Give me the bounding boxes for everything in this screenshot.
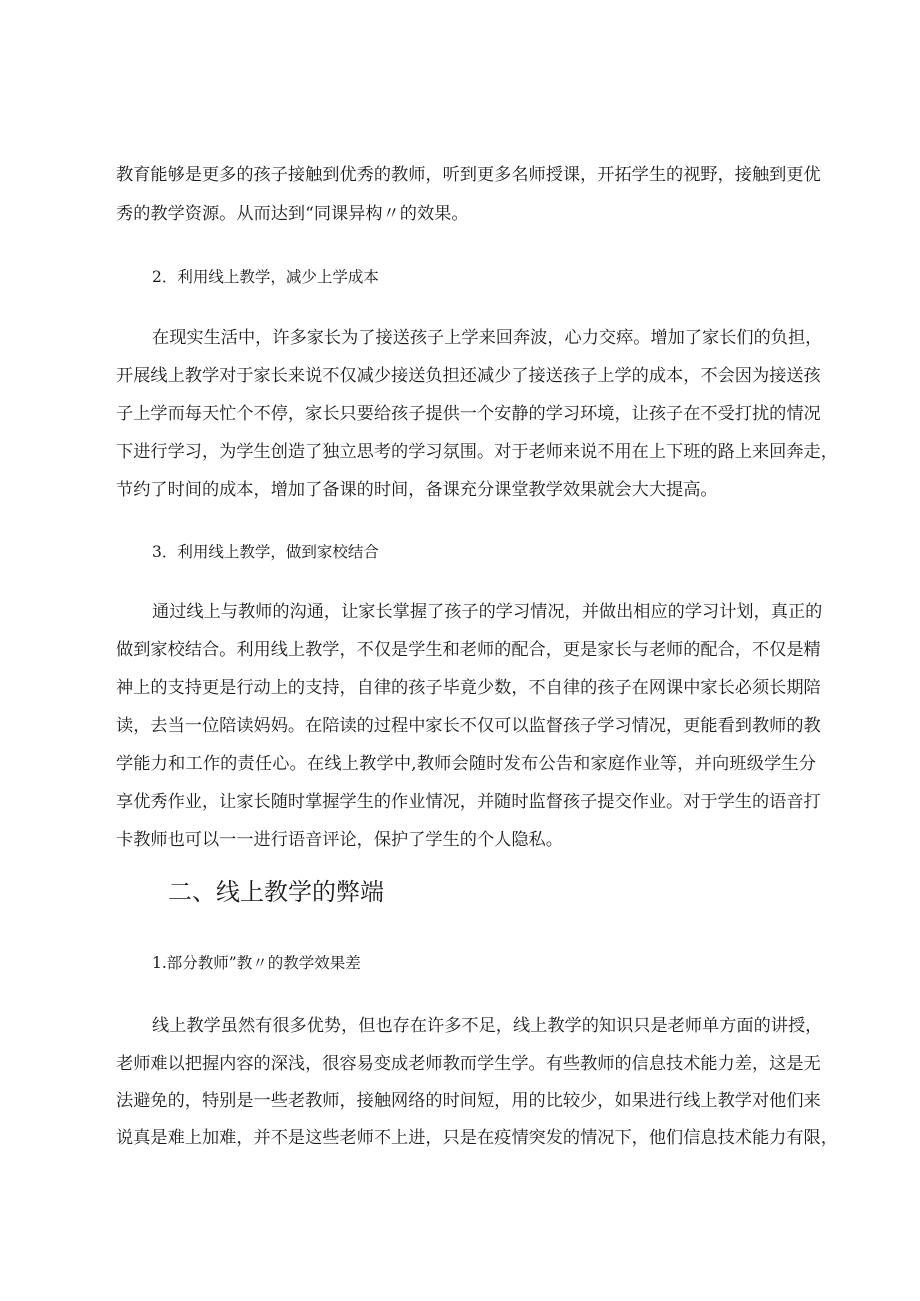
paragraph-line: 老师难以把握内容的深浅，很容易变成老师教而学生学。有些教师的信息技术能力差，这是无 xyxy=(116,1054,821,1074)
subheading: 1.部分教师”教〃的教学效果差 xyxy=(152,954,361,972)
paragraph-line: 法避免的，特别是一些老教师，接触网络的时间短，用的比较少，如果进行线上教学对他们来 xyxy=(116,1091,821,1111)
paragraph-line: 子上学而每天忙个不停，家长只要给孩子提供一个安静的学习环境，让孩子在不受打扰的情况 xyxy=(116,404,821,424)
paragraph-line: 节约了时间的成本，增加了备课的时间，备课充分课堂教学效果就会大大提高。 xyxy=(116,480,718,500)
paragraph-line: 卡教师也可以一一进行语音评论，保护了学生的个人隐私。 xyxy=(116,830,563,850)
subheading: 3．利用线上教学，做到家校结合 xyxy=(152,543,379,561)
paragraph-line: 开展线上教学对于家长来说不仅减少接送负担还减少了接送孩子上学的成本，不会因为接送孩 xyxy=(116,366,821,386)
paragraph-line: 做到家校结合。利用线上教学，不仅是学生和老师的配合，更是家长与老师的配合，不仅是精 xyxy=(116,640,821,660)
paragraph-line: 教育能够是更多的孩子接触到优秀的教师，听到更多名师授课，开拓学生的视野，接触到更优 xyxy=(116,165,821,185)
paragraph-line: 下进行学习，为学生创造了独立思考的学习氛围。对于老师来说不用在上下班的路上来回奔走， xyxy=(116,442,838,462)
subheading: 2．利用线上教学，减少上学成本 xyxy=(152,268,379,286)
section-title: 二、线上教学的弊端 xyxy=(168,878,384,906)
paragraph-line: 通过线上与教师的沟通，让家长掌握了孩子的学习情况，并做出相应的学习计划，真正的 xyxy=(152,602,823,622)
paragraph-line: 神上的支持更是行动上的支持，自律的孩子毕竟少数，不自律的孩子在网课中家长必须长期陪 xyxy=(116,678,821,698)
paragraph-line: 说真是难上加难，并不是这些老师不上进，只是在疫情突发的情况下，他们信息技术能力有限， xyxy=(116,1128,838,1148)
paragraph-line: 秀的教学资源。从而达到“同课异构〃的效果。 xyxy=(116,204,469,224)
paragraph-line: 在现实生活中，许多家长为了接送孩子上学来回奔波，心力交瘁。增加了家长们的负担， xyxy=(152,328,823,348)
paragraph-line: 读，去当一位陪读妈妈。在陪读的过程中家长不仅可以监督孩子学习情况，更能看到教师的教 xyxy=(116,716,821,736)
paragraph-line: 学能力和工作的责任心。在线上教学中,教师会随时发布公告和家庭作业等，并向班级学生分 xyxy=(116,754,816,774)
paragraph-line: 享优秀作业，让家长随时掌握学生的作业情况，并随时监督孩子提交作业。对于学生的语音打 xyxy=(116,792,821,812)
paragraph-line: 线上教学虽然有很多优势，但也存在许多不足，线上教学的知识只是老师单方面的讲授， xyxy=(152,1016,823,1036)
